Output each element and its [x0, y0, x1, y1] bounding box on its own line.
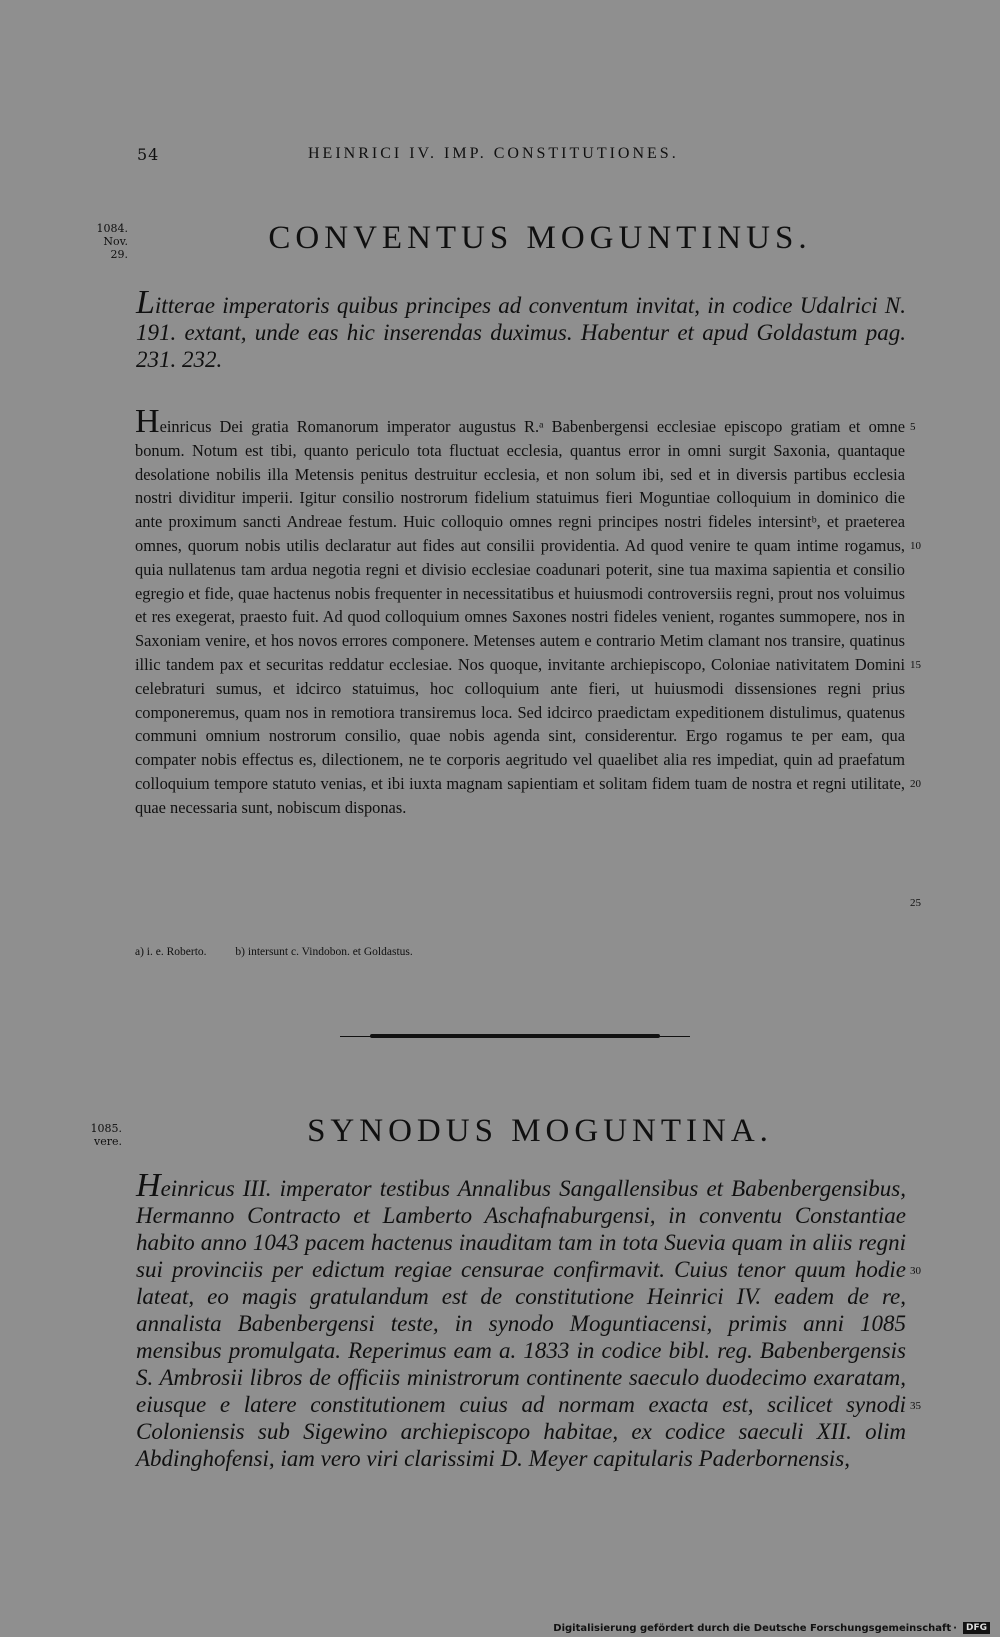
section-divider: [340, 1034, 690, 1039]
credit-separator: ·: [953, 1622, 957, 1634]
section-heading-synodus: SYNODUS MOGUNTINA.: [307, 1113, 773, 1149]
line-number: 30: [910, 1265, 921, 1277]
credit-text: Digitalisierung gefördert durch die Deutsche Forschungsgemeinschaft: [553, 1622, 952, 1634]
footnote: b) intersunt c. Vindobon. et Goldastus.: [235, 946, 413, 958]
section-heading-conventus: CONVENTUS MOGUNTINUS.: [268, 220, 812, 256]
margin-date-line: Nov.: [103, 235, 128, 248]
line-number: 35: [910, 1400, 921, 1412]
margin-date-line: 1084.: [96, 222, 128, 235]
line-number: 10: [910, 540, 921, 552]
digitization-credit: [553, 1622, 990, 1634]
letter-text: einricus Dei gratia Romanorum imperator augustus R.ᵃ Babenbergensi ecclesiae episcopo gratiam et omne bonum. Notum est tibi, quanto periculo tota fluctuat ecclesia, quantus error in omni surgit Saxonia, quantaque desolatione nobilis illa Metensis penitus destruitur ecclesia, et non solum ibi, sed et in diversis partibus ecclesia nostri dividitur imperii. Igitur consilio nostrorum fidelium statuimus fieri Moguntiae colloquium in dominico die ante proximum sancti Andreae festum. Huic colloquio omnes regni principes nostri fideles intersintᵇ, et praeterea omnes, quorum nobis utilis declaratur aut fides aut consilii providentia. Ad quod venire te quam intime rogamus, quia nullatenus tam ardua negotia regni et divisio ecclesiae coadunari poterit, sine tua maxima sapientia et consilio egregio et fide, quae hactenus nobis frequenter in necessitatibus et huiusmodi controversiis regni, prout nos voluimus et res exegerat, praesto fuit. Ad quod colloquium omnes Saxones nostri fideles venient, rogantes summopere, nos in Saxoniam venire, et hos novos errores componere. Metenses autem e contrario Metim clamant nos transire, quatinus illic tandem pax et securitas reddatur ecclesiae. Nos quoque, invitante archiepiscopo, Coloniae nativitatem Domini celebraturi sumus, et idcirco statuimus, hoc colloquium ante fieri, ut huiusmodi dissensiones regni prius componeremus, quam nos in remotiora transiremus loca. Sed idcirco praedictam expeditionem distulimus, quatenus communi omnium nostrorum consilio, quae nobis agenda sint, considerentur. Ergo rogamus te per eam, qua compater nobis effectus es, dilectionem, ne te corporis aegritudo vel quaelibet alia res impediat, quin ad praefatum colloquium tempore statuto venias, et ibi iuxta magnam sapientiam et solitam fidem tuam de nostra et regni utilitate, quae necessaria sunt, nobiscum disponas.: [135, 417, 905, 817]
dfg-logo: DFG: [963, 1622, 990, 1634]
margin-date-line: vere.: [94, 1135, 122, 1148]
page-number: 54: [137, 145, 160, 164]
line-number: 15: [910, 659, 921, 671]
intro-text: einricus III. imperator testibus Annalibus Sangallensibus et Babenbergensibus, Hermanno Contracto et Lamberto Aschafnaburgensi, in conventu Constantiae habito anno 1043 pacem hactenus inauditam tam in tota Suevia quam in aliis regni sui provinciis per edictum regiae censurae confirmavit. Cuius tenor quum hodie lateat, eo magis gratulandum est de constitutione Heinrici IV. eadem de re, annalista Babenbergensi teste, in synodo Moguntiacensi, primis anni 1085 mensibus promulgata. Reperimus eam a. 1833 in codice bibl. reg. Babenbergensis S. Ambrosii libros de officiis ministrorum continente saeculo duodecimo exaratam, eiusque e latere constitutionem cuius ad normam exacta est, scilicet synodi Coloniensis sub Sigewino archiepiscopo habitae, ex codice saeculi XII. olim Abdinghofensi, iam vero viri clarissimi D. Meyer capitularis Paderbornensis,: [136, 1176, 906, 1471]
running-title: HEINRICI IV. IMP. CONSTITUTIONES.: [308, 145, 679, 162]
line-number: 25: [910, 897, 921, 909]
section-intro-synodus: [136, 1167, 906, 1472]
body-initial: H: [135, 403, 160, 440]
margin-date-line: 1085.: [90, 1122, 122, 1135]
footnotes: [135, 946, 905, 958]
intro-text: itterae imperatoris quibus principes ad conventum invitat, in codice Udalrici N. 191. extant, unde eas hic inserendas duximus. Habentur et apud Goldastum pag. 231. 232.: [136, 293, 906, 372]
section-intro-conventus: [136, 284, 906, 373]
intro-initial: L: [136, 284, 155, 321]
divider-thick-line: [370, 1034, 660, 1038]
line-number: 20: [910, 778, 921, 790]
line-number: 5: [910, 421, 916, 433]
margin-date-line: 29.: [110, 248, 128, 261]
intro-initial: H: [136, 1167, 161, 1204]
running-head: [0, 145, 1000, 169]
letter-body: [135, 403, 905, 820]
footnote: a) i. e. Roberto.: [135, 946, 207, 958]
